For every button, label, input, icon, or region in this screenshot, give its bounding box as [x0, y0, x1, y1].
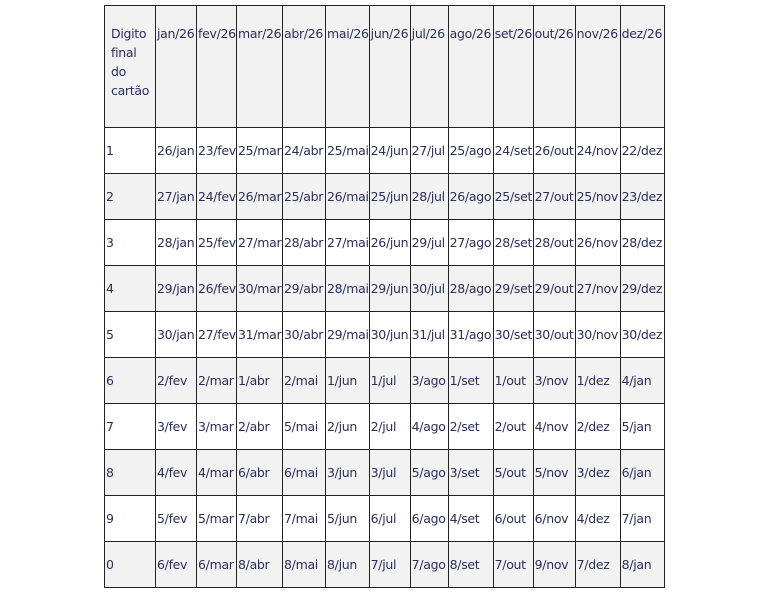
- due-date-cell: 30/dez: [620, 312, 664, 358]
- due-date-cell: 26/out: [533, 128, 575, 174]
- due-date-cell: 6/fev: [156, 542, 197, 588]
- due-date-cell: 27/fev: [197, 312, 237, 358]
- due-date-cell: 7/mai: [283, 496, 326, 542]
- due-date-cell: 26/jan: [156, 128, 197, 174]
- due-date-cell: 25/mai: [326, 128, 370, 174]
- due-date-cell: 3/mar: [197, 404, 237, 450]
- due-date-cell: 5/out: [493, 450, 533, 496]
- due-date-cell: 28/abr: [283, 220, 326, 266]
- due-date-cell: 31/jul: [410, 312, 448, 358]
- due-date-cell: 8/jun: [326, 542, 370, 588]
- table-row: [105, 220, 665, 266]
- due-date-cell: 2/abr: [237, 404, 283, 450]
- due-date-cell: 2/dez: [575, 404, 620, 450]
- due-date-cell: 30/out: [533, 312, 575, 358]
- due-date-cell: 28/dez: [620, 220, 664, 266]
- due-date-cell: 31/mar: [237, 312, 283, 358]
- card-digit-cell: 7: [105, 404, 156, 450]
- card-digit-cell: 8: [105, 450, 156, 496]
- due-date-cell: 25/fev: [197, 220, 237, 266]
- due-date-cell: 4/nov: [533, 404, 575, 450]
- due-date-cell: 28/out: [533, 220, 575, 266]
- due-date-cell: 7/ago: [410, 542, 448, 588]
- due-date-cell: 24/jun: [369, 128, 410, 174]
- due-date-cell: 6/mar: [197, 542, 237, 588]
- due-date-cell: 6/jul: [369, 496, 410, 542]
- due-date-cell: 4/mar: [197, 450, 237, 496]
- due-date-cell: 27/jan: [156, 174, 197, 220]
- due-date-cell: 7/abr: [237, 496, 283, 542]
- card-digit-cell: 0: [105, 542, 156, 588]
- due-date-cell: 26/mai: [326, 174, 370, 220]
- due-date-cell: 29/abr: [283, 266, 326, 312]
- due-date-cell: 1/abr: [237, 358, 283, 404]
- month-header-cell: out/26: [533, 6, 575, 128]
- due-date-cell: 3/set: [448, 450, 493, 496]
- due-date-cell: 23/dez: [620, 174, 664, 220]
- due-date-cell: 29/dez: [620, 266, 664, 312]
- month-header-cell: jul/26: [410, 6, 448, 128]
- due-date-cell: 29/set: [493, 266, 533, 312]
- due-date-cell: 26/jun: [369, 220, 410, 266]
- due-date-cell: 2/out: [493, 404, 533, 450]
- due-date-cell: 7/jan: [620, 496, 664, 542]
- due-date-cell: 1/jun: [326, 358, 370, 404]
- due-date-cell: 8/abr: [237, 542, 283, 588]
- due-date-cell: 2/fev: [156, 358, 197, 404]
- due-date-cell: 4/ago: [410, 404, 448, 450]
- due-date-cell: 7/jul: [369, 542, 410, 588]
- due-date-cell: 27/nov: [575, 266, 620, 312]
- due-date-cell: 25/ago: [448, 128, 493, 174]
- due-date-cell: 29/jul: [410, 220, 448, 266]
- due-date-cell: 2/set: [448, 404, 493, 450]
- month-header-cell: jan/26: [156, 6, 197, 128]
- due-date-cell: 27/out: [533, 174, 575, 220]
- due-date-cell: 5/nov: [533, 450, 575, 496]
- due-date-cell: 5/mar: [197, 496, 237, 542]
- due-date-cell: 26/mar: [237, 174, 283, 220]
- table-row: [105, 174, 665, 220]
- month-header-cell: fev/26: [197, 6, 237, 128]
- due-date-cell: 7/out: [493, 542, 533, 588]
- table-row: [105, 266, 665, 312]
- due-date-cell: 2/jul: [369, 404, 410, 450]
- card-digit-cell: 2: [105, 174, 156, 220]
- billing-schedule-table: [104, 5, 665, 588]
- due-date-cell: 30/jan: [156, 312, 197, 358]
- due-date-cell: 23/fev: [197, 128, 237, 174]
- month-header-cell: set/26: [493, 6, 533, 128]
- due-date-cell: 25/nov: [575, 174, 620, 220]
- due-date-cell: 2/mai: [283, 358, 326, 404]
- due-date-cell: 28/jan: [156, 220, 197, 266]
- card-digit-cell: 1: [105, 128, 156, 174]
- card-digit-cell: 5: [105, 312, 156, 358]
- month-header-cell: jun/26: [369, 6, 410, 128]
- due-date-cell: 6/nov: [533, 496, 575, 542]
- card-digit-cell: 4: [105, 266, 156, 312]
- due-date-cell: 6/jan: [620, 450, 664, 496]
- due-date-cell: 8/jan: [620, 542, 664, 588]
- due-date-cell: 26/nov: [575, 220, 620, 266]
- due-date-cell: 3/jun: [326, 450, 370, 496]
- due-date-cell: 6/out: [493, 496, 533, 542]
- due-date-cell: 6/ago: [410, 496, 448, 542]
- due-date-cell: 28/ago: [448, 266, 493, 312]
- table-row: [105, 358, 665, 404]
- due-date-cell: 30/abr: [283, 312, 326, 358]
- due-date-cell: 25/abr: [283, 174, 326, 220]
- table-row: [105, 312, 665, 358]
- due-date-cell: 28/mai: [326, 266, 370, 312]
- due-date-cell: 9/nov: [533, 542, 575, 588]
- table-row: [105, 404, 665, 450]
- due-date-cell: 27/mai: [326, 220, 370, 266]
- due-date-cell: 5/jun: [326, 496, 370, 542]
- due-date-cell: 30/set: [493, 312, 533, 358]
- corner-header-cell: Digito final do cartão: [105, 6, 156, 128]
- due-date-cell: 2/mar: [197, 358, 237, 404]
- due-date-cell: 1/out: [493, 358, 533, 404]
- card-digit-cell: 3: [105, 220, 156, 266]
- due-date-cell: 25/jun: [369, 174, 410, 220]
- due-date-cell: 3/dez: [575, 450, 620, 496]
- due-date-cell: 30/mar: [237, 266, 283, 312]
- month-header-cell: mar/26: [237, 6, 283, 128]
- table-row: [105, 450, 665, 496]
- due-date-cell: 4/dez: [575, 496, 620, 542]
- due-date-cell: 5/fev: [156, 496, 197, 542]
- month-header-cell: nov/26: [575, 6, 620, 128]
- due-date-cell: 22/dez: [620, 128, 664, 174]
- due-date-cell: 5/mai: [283, 404, 326, 450]
- due-date-cell: 2/jun: [326, 404, 370, 450]
- month-header-cell: mai/26: [326, 6, 370, 128]
- due-date-cell: 29/out: [533, 266, 575, 312]
- card-digit-cell: 6: [105, 358, 156, 404]
- due-date-cell: 4/jan: [620, 358, 664, 404]
- due-date-cell: 26/fev: [197, 266, 237, 312]
- month-header-cell: dez/26: [620, 6, 664, 128]
- due-date-cell: 1/dez: [575, 358, 620, 404]
- due-date-cell: 24/abr: [283, 128, 326, 174]
- due-date-cell: 26/ago: [448, 174, 493, 220]
- due-date-cell: 3/jul: [369, 450, 410, 496]
- due-date-cell: 3/fev: [156, 404, 197, 450]
- due-date-cell: 6/mai: [283, 450, 326, 496]
- due-date-cell: 27/ago: [448, 220, 493, 266]
- due-date-cell: 31/ago: [448, 312, 493, 358]
- due-date-cell: 4/fev: [156, 450, 197, 496]
- due-date-cell: 24/nov: [575, 128, 620, 174]
- table-row: [105, 542, 665, 588]
- due-date-cell: 25/set: [493, 174, 533, 220]
- header-row: [105, 6, 665, 128]
- due-date-cell: 8/set: [448, 542, 493, 588]
- due-date-cell: 28/set: [493, 220, 533, 266]
- month-header-cell: abr/26: [283, 6, 326, 128]
- due-date-cell: 28/jul: [410, 174, 448, 220]
- due-date-cell: 3/ago: [410, 358, 448, 404]
- due-date-cell: 25/mar: [237, 128, 283, 174]
- table-row: [105, 128, 665, 174]
- due-date-cell: 24/fev: [197, 174, 237, 220]
- due-date-cell: 5/jan: [620, 404, 664, 450]
- due-date-cell: 5/ago: [410, 450, 448, 496]
- due-date-cell: 30/jun: [369, 312, 410, 358]
- due-date-cell: 8/mai: [283, 542, 326, 588]
- due-date-cell: 1/jul: [369, 358, 410, 404]
- due-date-cell: 1/set: [448, 358, 493, 404]
- due-date-cell: 7/dez: [575, 542, 620, 588]
- due-date-cell: 29/jan: [156, 266, 197, 312]
- due-date-cell: 29/mai: [326, 312, 370, 358]
- due-date-cell: 30/jul: [410, 266, 448, 312]
- month-header-cell: ago/26: [448, 6, 493, 128]
- due-date-cell: 3/nov: [533, 358, 575, 404]
- due-date-cell: 27/mar: [237, 220, 283, 266]
- due-date-cell: 30/nov: [575, 312, 620, 358]
- due-date-cell: 29/jun: [369, 266, 410, 312]
- due-date-cell: 4/set: [448, 496, 493, 542]
- card-digit-cell: 9: [105, 496, 156, 542]
- due-date-cell: 27/jul: [410, 128, 448, 174]
- table-row: [105, 496, 665, 542]
- due-date-cell: 24/set: [493, 128, 533, 174]
- due-date-cell: 6/abr: [237, 450, 283, 496]
